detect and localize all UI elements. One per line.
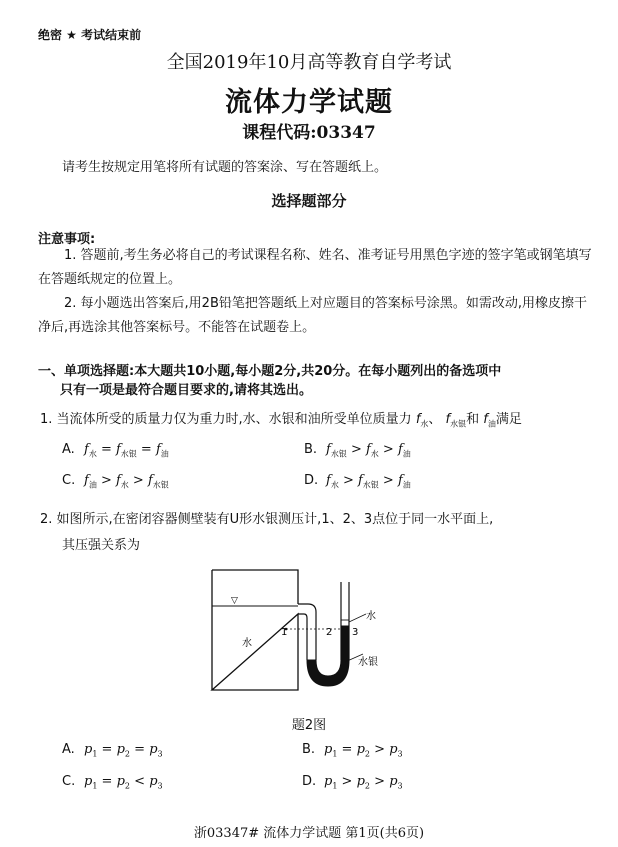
part1-heading (38, 362, 501, 400)
q1-option-c: C. $f_油 > f_水 > f_{水银}$ (62, 473, 169, 490)
water-label: 水 (242, 638, 252, 649)
right-water-label: 水 (366, 611, 376, 622)
note-item: 2. 每小题选出答案后,用2B铅笔把答题纸上对应题目的答案标号涂黑。如需改动,用橡皮擦干净后,再选涂其他答案标号。不能答在试题卷上。 (38, 296, 587, 335)
water-leader-line (349, 614, 366, 622)
section-title: 选择题部分 (271, 192, 347, 210)
point-1-label: 1 (281, 627, 288, 638)
q1-stem-prefix: 1. 当流体所受的质量力仅为重力时,水、水银和油所受单位质量力 (40, 412, 412, 427)
q1-option-a: A. $f_水 = f_{水银} = f_油$ (62, 442, 169, 459)
answer-instruction: 请考生按规定用笔将所有试题的答案涂、写在答题纸上。 (62, 160, 388, 175)
water-surface-symbol: ▽ (231, 596, 238, 606)
q2-option-a: A. $p_1 = p_2 = p_3$ (62, 742, 163, 759)
point-2-label: 2 (326, 627, 333, 638)
exam-title: 全国2019年10月高等教育自学考试 (166, 52, 452, 73)
course-code: 课程代码:03347 (242, 123, 376, 143)
point-3-label: 3 (352, 627, 359, 638)
q1-option-b: B. $f_{水银} > f_水 > f_油$ (304, 442, 411, 459)
subject-title: 流体力学试题 (225, 87, 393, 118)
pipe-inner (298, 614, 307, 660)
part1-heading-line2: 只有一项是最符合题目要求的,请将其选出。 (60, 383, 312, 398)
q2-option-b: B. $p_1 = p_2 > p_3$ (302, 742, 403, 759)
q2-option-c: C. $p_1 = p_2 < p_3$ (62, 774, 163, 791)
note-item: 1. 答题前,考生务必将自己的考试课程名称、姓名、准考证号用黑色字迹的签字笔或钢笔填写在答题纸规定的位置上。 (38, 248, 592, 287)
question-2-stem-line1: 2. 如图所示,在密闭容器侧壁装有U形水银测压计,1、2、3点位于同一水平面上, (40, 512, 494, 527)
q1-option-d: D. $f_水 > f_{水银} > f_油$ (304, 473, 411, 490)
q2-option-d: D. $p_1 > p_2 > p_3$ (302, 774, 403, 791)
question-2-stem-line2: 其压强关系为 (62, 538, 141, 553)
part1-heading-line1: 一、单项选择题:本大题共10小题,每小题2分,共20分。在每小题列出的备选项中 (38, 364, 502, 379)
page-footer: 浙03347# 流体力学试题 第1页(共6页) (193, 826, 425, 841)
u-tube-manometer-figure (200, 562, 400, 702)
notes-title: 注意事项: (38, 232, 96, 247)
mercury-label: 水银 (358, 657, 378, 668)
figure-caption: 题2图 (291, 718, 327, 733)
confidential-label: 绝密 ★ 考试结束前 (38, 28, 142, 42)
question-1-stem: 1. 当流体所受的质量力仅为重力时,水、水银和油所受单位质量力 $f_水$、 $f_{水银}$和 $f_油$满足 (40, 412, 522, 429)
